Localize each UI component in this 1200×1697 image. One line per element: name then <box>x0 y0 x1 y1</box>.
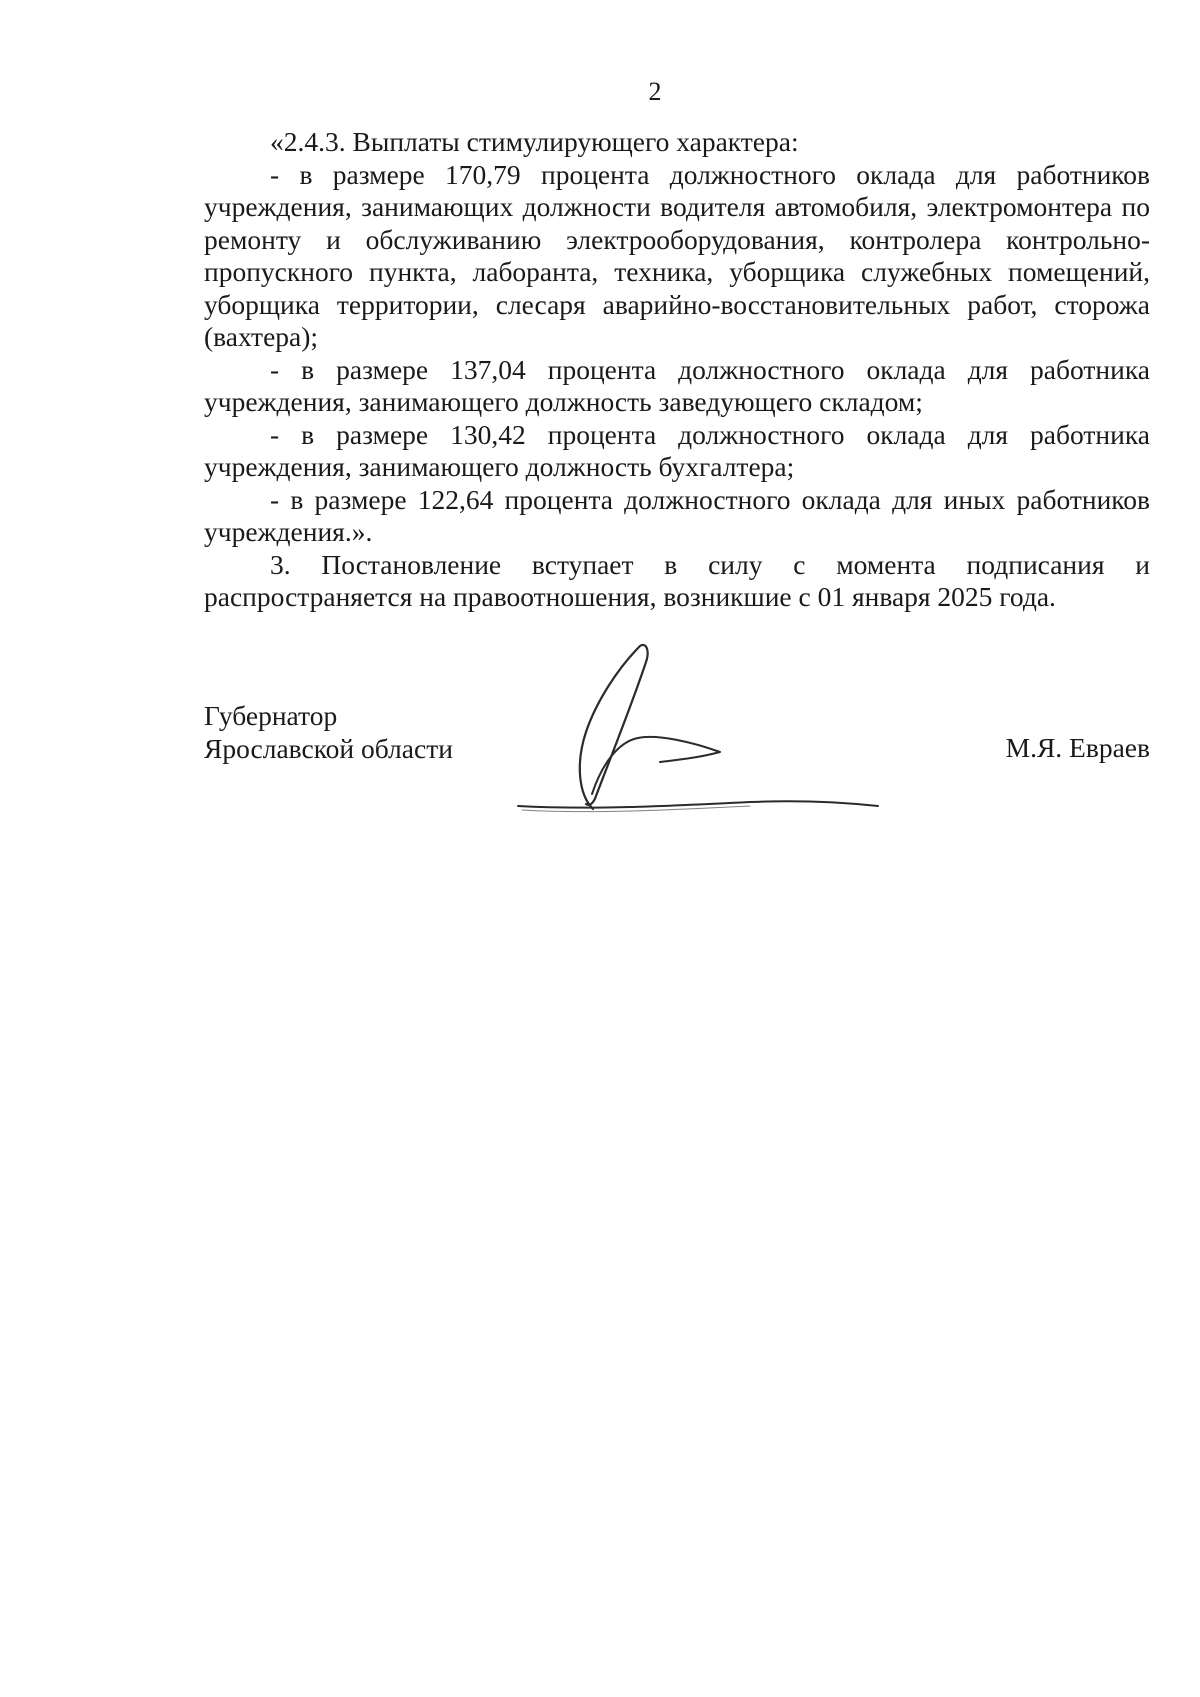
signature-loop-stroke <box>580 645 648 809</box>
signer-title <box>204 700 453 765</box>
signature-hook-stroke <box>592 737 720 794</box>
paragraph-item-3: - в размере 130,42 процента должностного оклада для работника учреждения, занимающего должность бухгалтера; <box>204 418 1150 482</box>
signer-title-line2: Ярославской области <box>204 732 453 764</box>
signer-title-line1: Губернатор <box>204 700 338 731</box>
section-heading: «2.4.3. Выплаты стимулирующего характера: <box>270 126 799 157</box>
page-number: 2 <box>648 77 662 106</box>
paragraph-item-4: - в размере 122,64 процента должностного оклада для иных работников учреждения.». <box>204 483 1150 547</box>
document-body <box>204 126 1150 614</box>
signature-underline-stroke <box>518 801 878 807</box>
signer-name: М.Я. Евраев <box>1005 732 1150 763</box>
paragraph-item-1: - в размере 170,79 процента должностного оклада для работников учреждения, занимающих должности водителя автомобиля, электромонтера по ремонту и обслуживанию электрооборудования, контролера контрольно-пропускного пункта, лаборанта, техника, уборщика служебных помещений, уборщика территории, слесаря аварийно-восстановительных работ, сторожа (вахтера); <box>204 158 1150 352</box>
paragraph-effective-date: 3. Постановление вступает в силу с момента подписания и распространяется на правоотношения, возникшие с 01 января 2025 года. <box>204 548 1150 612</box>
handwritten-signature <box>500 634 920 824</box>
paragraph-item-2: - в размере 137,04 процента должностного оклада для работника учреждения, занимающего должность заведующего складом; <box>204 353 1150 417</box>
